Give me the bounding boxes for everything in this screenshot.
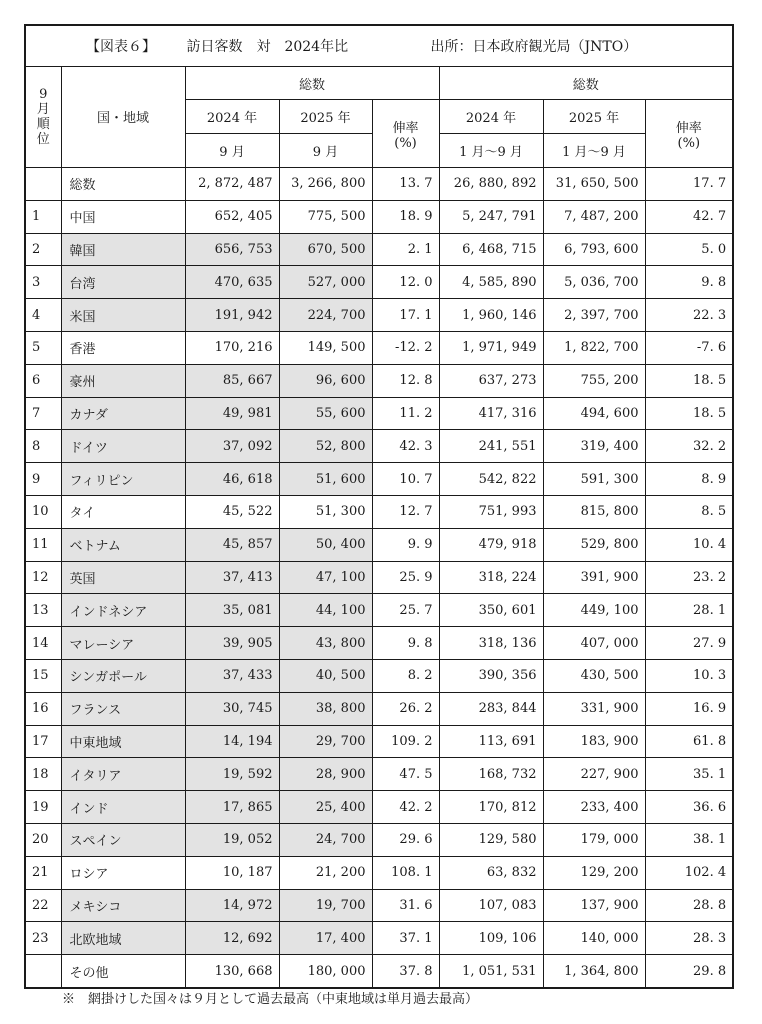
ytd-growth-cell: 38. 1 xyxy=(645,823,733,856)
month-growth-cell: 12. 0 xyxy=(372,266,439,299)
stats-sheet xyxy=(24,24,732,989)
month-growth-cell: 9. 8 xyxy=(372,627,439,660)
table-row xyxy=(25,955,733,988)
month-2025-cell: 25, 400 xyxy=(279,791,372,824)
rank-cell: 17 xyxy=(25,725,61,758)
month-2024-cell: 12, 692 xyxy=(185,922,279,955)
ytd-2024-cell: 318, 224 xyxy=(439,561,543,594)
ytd-2024-cell: 107, 083 xyxy=(439,889,543,922)
month-2025-cell: 38, 800 xyxy=(279,692,372,725)
ytd-2025-cell: 529, 800 xyxy=(543,528,645,561)
table-row xyxy=(25,692,733,725)
ytd-2025-header: 2025 年 xyxy=(543,100,645,134)
month-2025-cell: 149, 500 xyxy=(279,331,372,364)
ytd-growth-cell: 28. 3 xyxy=(645,922,733,955)
ytd-growth-cell: 17. 7 xyxy=(645,168,733,201)
month-2024-cell: 37, 092 xyxy=(185,430,279,463)
month-growth-cell: -12. 2 xyxy=(372,331,439,364)
rank-cell: 6 xyxy=(25,364,61,397)
region-cell: 北欧地域 xyxy=(61,922,185,955)
ytd-2025-cell: 140, 000 xyxy=(543,922,645,955)
table-row xyxy=(25,856,733,889)
rank-cell xyxy=(25,168,61,201)
ytd-growth-cell: 102. 4 xyxy=(645,856,733,889)
ytd-2025-cell: 227, 900 xyxy=(543,758,645,791)
month-2025-cell: 96, 600 xyxy=(279,364,372,397)
table-row xyxy=(25,889,733,922)
month-2025-cell: 775, 500 xyxy=(279,200,372,233)
ytd-2025-cell: 755, 200 xyxy=(543,364,645,397)
ytd-growth-cell: 36. 6 xyxy=(645,791,733,824)
rank-header-char: 位 xyxy=(36,132,50,147)
ytd-2025-cell: 31, 650, 500 xyxy=(543,168,645,201)
ytd-2025-cell: 319, 400 xyxy=(543,430,645,463)
visitor-table xyxy=(24,24,734,989)
region-cell: 中東地域 xyxy=(61,725,185,758)
growth-unit: (%) xyxy=(394,135,417,151)
ytd-2025-cell: 1, 822, 700 xyxy=(543,331,645,364)
month-growth-cell: 18. 9 xyxy=(372,200,439,233)
ytd-group-header: 総数 xyxy=(439,67,733,100)
rank-header-char: 9 xyxy=(39,87,48,102)
ytd-growth-cell: 18. 5 xyxy=(645,397,733,430)
month-2025-cell: 51, 600 xyxy=(279,463,372,496)
month-2024-cell: 19, 592 xyxy=(185,758,279,791)
month-2025-cell: 180, 000 xyxy=(279,955,372,988)
month-growth-cell: 11. 2 xyxy=(372,397,439,430)
region-cell: その他 xyxy=(61,955,185,988)
month-growth-cell: 10. 7 xyxy=(372,463,439,496)
month-2024-cell: 85, 667 xyxy=(185,364,279,397)
ytd-2024-cell: 109, 106 xyxy=(439,922,543,955)
month-2024-cell: 35, 081 xyxy=(185,594,279,627)
month-2024-cell: 656, 753 xyxy=(185,233,279,266)
table-row xyxy=(25,331,733,364)
ytd-growth-header xyxy=(645,100,733,168)
footnote: ※ 網掛けした国々は９月として過去最高（中東地域は単月過去最高） xyxy=(62,992,479,1007)
month-2025-cell: 670, 500 xyxy=(279,233,372,266)
region-cell: ベトナム xyxy=(61,528,185,561)
rank-cell: 4 xyxy=(25,299,61,332)
month-2024-cell: 30, 745 xyxy=(185,692,279,725)
month-2024-cell: 470, 635 xyxy=(185,266,279,299)
month-group-header: 総数 xyxy=(185,67,439,100)
month-2024-cell: 170, 216 xyxy=(185,331,279,364)
rank-cell: 13 xyxy=(25,594,61,627)
month-2024-cell: 45, 522 xyxy=(185,495,279,528)
table-title-row xyxy=(25,25,733,67)
ytd-growth-cell: 27. 9 xyxy=(645,627,733,660)
region-cell: マレーシア xyxy=(61,627,185,660)
ytd-2025-cell: 179, 000 xyxy=(543,823,645,856)
month-growth-cell: 108. 1 xyxy=(372,856,439,889)
rank-cell: 9 xyxy=(25,463,61,496)
growth-label: 伸率 xyxy=(675,120,702,136)
table-row xyxy=(25,659,733,692)
ytd-2024-cell: 390, 356 xyxy=(439,659,543,692)
rank-cell: 12 xyxy=(25,561,61,594)
month-2024-cell: 10, 187 xyxy=(185,856,279,889)
region-cell: 中国 xyxy=(61,200,185,233)
ytd-2025-cell: 233, 400 xyxy=(543,791,645,824)
region-cell: ロシア xyxy=(61,856,185,889)
table-row xyxy=(25,364,733,397)
table-row xyxy=(25,200,733,233)
month-growth-cell: 17. 1 xyxy=(372,299,439,332)
ytd-2024-cell: 542, 822 xyxy=(439,463,543,496)
ytd-2024-subheader: 1 月〜9 月 xyxy=(439,134,543,168)
month-2025-cell: 40, 500 xyxy=(279,659,372,692)
month-2025-cell: 29, 700 xyxy=(279,725,372,758)
rank-cell: 21 xyxy=(25,856,61,889)
ytd-growth-cell: 16. 9 xyxy=(645,692,733,725)
region-cell: 豪州 xyxy=(61,364,185,397)
month-growth-cell: 12. 7 xyxy=(372,495,439,528)
ytd-2025-cell: 183, 900 xyxy=(543,725,645,758)
ytd-2025-cell: 5, 036, 700 xyxy=(543,266,645,299)
rank-cell: 20 xyxy=(25,823,61,856)
region-cell: フランス xyxy=(61,692,185,725)
ytd-2024-cell: 4, 585, 890 xyxy=(439,266,543,299)
region-cell: インドネシア xyxy=(61,594,185,627)
rank-cell: 10 xyxy=(25,495,61,528)
region-cell: フィリピン xyxy=(61,463,185,496)
ytd-2024-cell: 63, 832 xyxy=(439,856,543,889)
month-2024-cell: 49, 981 xyxy=(185,397,279,430)
ytd-2024-cell: 1, 971, 949 xyxy=(439,331,543,364)
ytd-2024-cell: 129, 580 xyxy=(439,823,543,856)
rank-cell: 1 xyxy=(25,200,61,233)
ytd-2025-cell: 7, 487, 200 xyxy=(543,200,645,233)
month-2025-cell: 52, 800 xyxy=(279,430,372,463)
region-cell: 総数 xyxy=(61,168,185,201)
figure-label: 【図表６】 xyxy=(86,39,156,55)
ytd-2024-cell: 241, 551 xyxy=(439,430,543,463)
month-2025-cell: 50, 400 xyxy=(279,528,372,561)
month-growth-cell: 31. 6 xyxy=(372,889,439,922)
rank-header-char: 月 xyxy=(36,102,50,117)
region-cell: タイ xyxy=(61,495,185,528)
rank-cell: 5 xyxy=(25,331,61,364)
month-growth-cell: 26. 2 xyxy=(372,692,439,725)
table-row xyxy=(25,397,733,430)
table-row xyxy=(25,299,733,332)
month-growth-cell: 9. 9 xyxy=(372,528,439,561)
table-row xyxy=(25,922,733,955)
ytd-2025-cell: 815, 800 xyxy=(543,495,645,528)
month-growth-cell: 42. 2 xyxy=(372,791,439,824)
month-growth-cell: 25. 9 xyxy=(372,561,439,594)
ytd-growth-cell: 10. 3 xyxy=(645,659,733,692)
growth-unit: (%) xyxy=(677,135,701,151)
region-cell: 香港 xyxy=(61,331,185,364)
month-2024-cell: 14, 194 xyxy=(185,725,279,758)
month-2024-cell: 17, 865 xyxy=(185,791,279,824)
month-growth-cell: 42. 3 xyxy=(372,430,439,463)
month-growth-header xyxy=(372,100,439,168)
rank-cell: 7 xyxy=(25,397,61,430)
ytd-2025-cell: 137, 900 xyxy=(543,889,645,922)
table-row xyxy=(25,758,733,791)
table-row xyxy=(25,791,733,824)
ytd-2025-cell: 407, 000 xyxy=(543,627,645,660)
ytd-growth-cell: 61. 8 xyxy=(645,725,733,758)
month-2024-cell: 2, 872, 487 xyxy=(185,168,279,201)
table-row xyxy=(25,528,733,561)
ytd-2025-subheader: 1 月〜9 月 xyxy=(543,134,645,168)
table-row xyxy=(25,823,733,856)
month-growth-cell: 2. 1 xyxy=(372,233,439,266)
region-header: 国・地域 xyxy=(61,67,185,168)
region-cell: 英国 xyxy=(61,561,185,594)
month-2024-cell: 37, 413 xyxy=(185,561,279,594)
month-2025-cell: 24, 700 xyxy=(279,823,372,856)
ytd-growth-cell: 8. 5 xyxy=(645,495,733,528)
ytd-2024-cell: 26, 880, 892 xyxy=(439,168,543,201)
month-growth-cell: 109. 2 xyxy=(372,725,439,758)
growth-label: 伸率 xyxy=(392,120,419,136)
ytd-2024-cell: 751, 993 xyxy=(439,495,543,528)
ytd-growth-cell: 35. 1 xyxy=(645,758,733,791)
month-growth-cell: 13. 7 xyxy=(372,168,439,201)
month-2024-cell: 191, 942 xyxy=(185,299,279,332)
rank-cell: 3 xyxy=(25,266,61,299)
month-2025-cell: 17, 400 xyxy=(279,922,372,955)
rank-cell: 18 xyxy=(25,758,61,791)
ytd-2024-cell: 170, 812 xyxy=(439,791,543,824)
region-cell: カナダ xyxy=(61,397,185,430)
table-row xyxy=(25,594,733,627)
region-cell: 台湾 xyxy=(61,266,185,299)
table-row xyxy=(25,725,733,758)
table-row xyxy=(25,168,733,201)
rank-cell: 8 xyxy=(25,430,61,463)
region-cell: ドイツ xyxy=(61,430,185,463)
month-2025-cell: 28, 900 xyxy=(279,758,372,791)
ytd-2024-cell: 168, 732 xyxy=(439,758,543,791)
month-growth-cell: 37. 1 xyxy=(372,922,439,955)
region-cell: シンガポール xyxy=(61,659,185,692)
table-row xyxy=(25,561,733,594)
month-2025-cell: 19, 700 xyxy=(279,889,372,922)
month-growth-cell: 29. 6 xyxy=(372,823,439,856)
ytd-2024-header: 2024 年 xyxy=(439,100,543,134)
month-2025-subheader: 9 月 xyxy=(279,134,372,168)
rank-cell: 16 xyxy=(25,692,61,725)
ytd-2024-cell: 5, 247, 791 xyxy=(439,200,543,233)
region-cell: 米国 xyxy=(61,299,185,332)
ytd-growth-cell: -7. 6 xyxy=(645,331,733,364)
month-2024-cell: 46, 618 xyxy=(185,463,279,496)
ytd-growth-cell: 18. 5 xyxy=(645,364,733,397)
month-2024-cell: 130, 668 xyxy=(185,955,279,988)
month-2024-header: 2024 年 xyxy=(185,100,279,134)
month-2024-cell: 652, 405 xyxy=(185,200,279,233)
month-2024-cell: 19, 052 xyxy=(185,823,279,856)
rank-cell: 23 xyxy=(25,922,61,955)
rank-cell: 19 xyxy=(25,791,61,824)
ytd-growth-cell: 8. 9 xyxy=(645,463,733,496)
month-2024-cell: 14, 972 xyxy=(185,889,279,922)
month-2025-cell: 527, 000 xyxy=(279,266,372,299)
ytd-2024-cell: 6, 468, 715 xyxy=(439,233,543,266)
month-2025-cell: 55, 600 xyxy=(279,397,372,430)
table-row xyxy=(25,266,733,299)
table-row xyxy=(25,430,733,463)
month-2025-cell: 47, 100 xyxy=(279,561,372,594)
month-growth-cell: 47. 5 xyxy=(372,758,439,791)
month-2024-cell: 45, 857 xyxy=(185,528,279,561)
ytd-2025-cell: 1, 364, 800 xyxy=(543,955,645,988)
ytd-2024-cell: 113, 691 xyxy=(439,725,543,758)
rank-cell: 14 xyxy=(25,627,61,660)
table-row xyxy=(25,627,733,660)
rank-cell: 11 xyxy=(25,528,61,561)
source-label: 出所：日本政府観光局（JNTO） xyxy=(430,39,638,55)
month-2025-cell: 21, 200 xyxy=(279,856,372,889)
month-2025-cell: 44, 100 xyxy=(279,594,372,627)
month-2025-cell: 51, 300 xyxy=(279,495,372,528)
rank-header xyxy=(25,67,61,168)
ytd-growth-cell: 10. 4 xyxy=(645,528,733,561)
ytd-growth-cell: 28. 8 xyxy=(645,889,733,922)
month-2025-cell: 224, 700 xyxy=(279,299,372,332)
month-2025-header: 2025 年 xyxy=(279,100,372,134)
ytd-growth-cell: 9. 8 xyxy=(645,266,733,299)
table-heading: 訪日客数 対 2024年比 xyxy=(186,39,349,55)
ytd-growth-cell: 32. 2 xyxy=(645,430,733,463)
ytd-2025-cell: 430, 500 xyxy=(543,659,645,692)
month-growth-cell: 8. 2 xyxy=(372,659,439,692)
ytd-growth-cell: 5. 0 xyxy=(645,233,733,266)
region-cell: 韓国 xyxy=(61,233,185,266)
ytd-2024-cell: 479, 918 xyxy=(439,528,543,561)
ytd-2024-cell: 637, 273 xyxy=(439,364,543,397)
month-2024-subheader: 9 月 xyxy=(185,134,279,168)
table-row xyxy=(25,233,733,266)
ytd-growth-cell: 23. 2 xyxy=(645,561,733,594)
month-growth-cell: 37. 8 xyxy=(372,955,439,988)
table-row xyxy=(25,463,733,496)
ytd-2025-cell: 129, 200 xyxy=(543,856,645,889)
month-growth-cell: 25. 7 xyxy=(372,594,439,627)
ytd-2025-cell: 494, 600 xyxy=(543,397,645,430)
region-cell: インド xyxy=(61,791,185,824)
table-row xyxy=(25,495,733,528)
rank-header-char: 順 xyxy=(36,117,50,132)
month-2025-cell: 3, 266, 800 xyxy=(279,168,372,201)
ytd-2025-cell: 591, 300 xyxy=(543,463,645,496)
ytd-growth-cell: 22. 3 xyxy=(645,299,733,332)
ytd-2024-cell: 350, 601 xyxy=(439,594,543,627)
rank-cell: 2 xyxy=(25,233,61,266)
rank-cell xyxy=(25,955,61,988)
ytd-2024-cell: 283, 844 xyxy=(439,692,543,725)
rank-cell: 15 xyxy=(25,659,61,692)
region-cell: メキシコ xyxy=(61,889,185,922)
ytd-2025-cell: 331, 900 xyxy=(543,692,645,725)
ytd-2024-cell: 318, 136 xyxy=(439,627,543,660)
month-2025-cell: 43, 800 xyxy=(279,627,372,660)
month-2024-cell: 39, 905 xyxy=(185,627,279,660)
ytd-2024-cell: 1, 960, 146 xyxy=(439,299,543,332)
ytd-2024-cell: 417, 316 xyxy=(439,397,543,430)
rank-cell: 22 xyxy=(25,889,61,922)
month-growth-cell: 12. 8 xyxy=(372,364,439,397)
region-cell: イタリア xyxy=(61,758,185,791)
ytd-growth-cell: 42. 7 xyxy=(645,200,733,233)
ytd-2025-cell: 6, 793, 600 xyxy=(543,233,645,266)
ytd-2025-cell: 449, 100 xyxy=(543,594,645,627)
ytd-2024-cell: 1, 051, 531 xyxy=(439,955,543,988)
ytd-2025-cell: 391, 900 xyxy=(543,561,645,594)
ytd-2025-cell: 2, 397, 700 xyxy=(543,299,645,332)
region-cell: スペイン xyxy=(61,823,185,856)
ytd-growth-cell: 28. 1 xyxy=(645,594,733,627)
ytd-growth-cell: 29. 8 xyxy=(645,955,733,988)
month-2024-cell: 37, 433 xyxy=(185,659,279,692)
